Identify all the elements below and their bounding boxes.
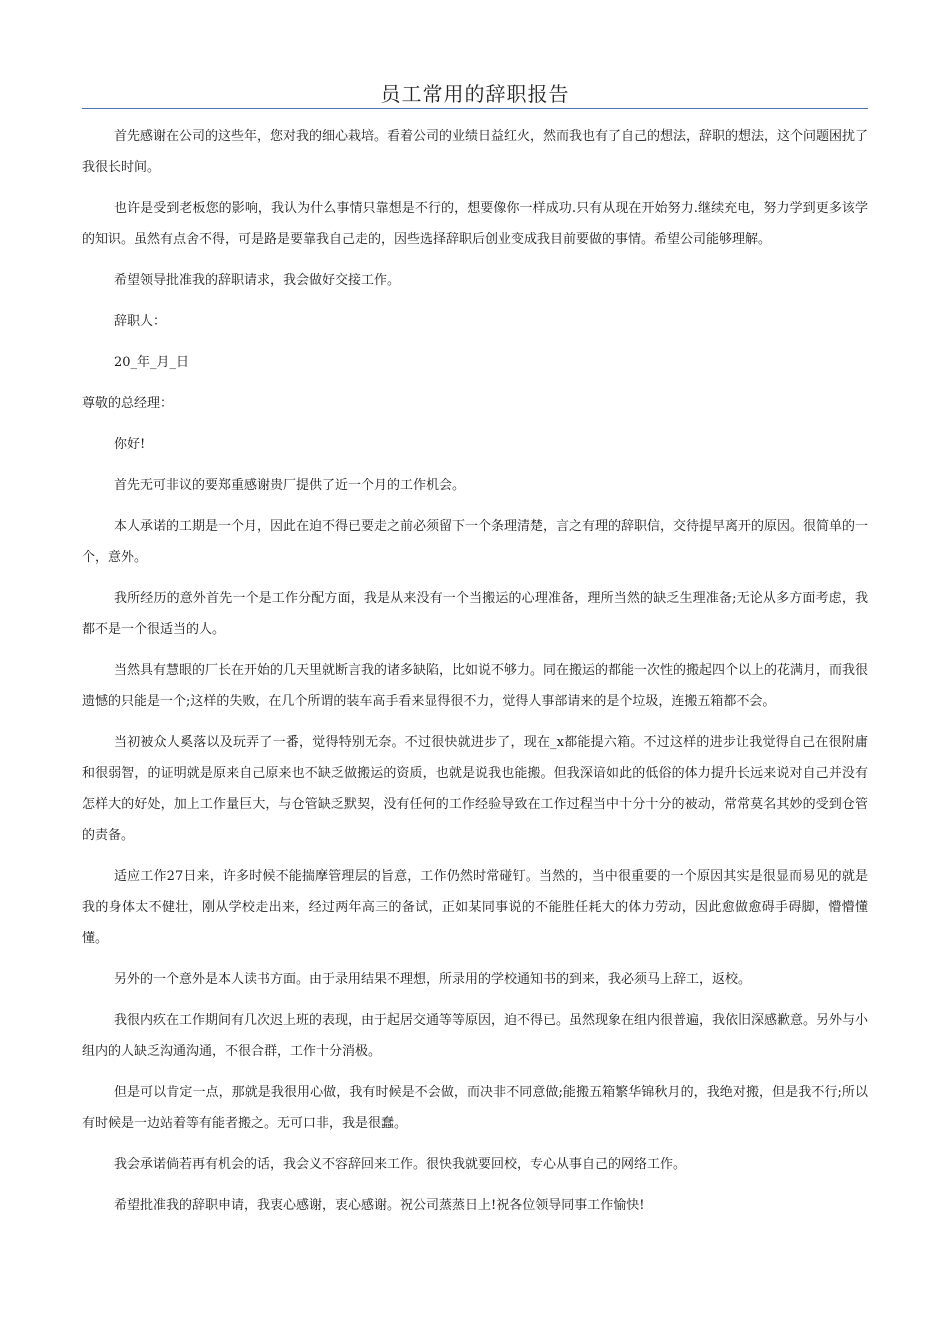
- paragraph: 我会承诺倘若再有机会的话，我会义不容辞回来工作。很快我就要回校，专心从事自己的网络工作。: [114, 1157, 687, 1172]
- paragraph: 也许是受到老板您的影响，我认为什么事情只靠想是不行的，想要像你一样成功.只有从现在开始努力.继续充电，努力学到更多该学的知识。虽然有点舍不得，可是路是要靠我自己走的，因些选择辞职后创业变成我目前要做的事情。希望公司能够理解。: [82, 201, 868, 247]
- paragraph: 当初被众人奚落以及玩弄了一番，觉得特别无奈。不过很快就进步了，现在_x都能提六箱。不过这样的进步让我觉得自己在很附庸和很弱智，的证明就是原来自己原来也不缺乏做搬运的资质，也就是说我也能搬。但我深谙如此的低俗的体力提升长远来说对自己并没有怎样大的好处，加上工作量巨大，与仓管缺乏默契，没有任何的工作经验导致在工作过程当中十分十分的被动，常常莫名其妙的受到仓管的责备。: [82, 735, 868, 843]
- paragraph: 尊敬的总经理：: [82, 396, 174, 411]
- paragraph: 你好!: [114, 437, 146, 452]
- paragraph: 另外的一个意外是本人读书方面。由于录用结果不理想，所录用的学校通知书的到来，我必须马上辞工，返校。: [114, 972, 752, 987]
- document-title: 员工常用的辞职报告: [380, 82, 570, 106]
- paragraph: 20_年_月_日: [114, 355, 190, 370]
- paragraph: 首先无可非议的要郑重感谢贵厂提供了近一个月的工作机会。: [114, 478, 466, 493]
- paragraph: 适应工作27日来，许多时候不能揣摩管理层的旨意，工作仍然时常碰钉。当然的，当中很重要的一个原因其实是很显而易见的就是我的身体太不健壮，刚从学校走出来，经过两年高三的备试，正如某同事说的不能胜任耗大的体力劳动，因此愈做愈碍手碍脚，懵懵懂懂。: [82, 869, 868, 946]
- title-divider: [82, 108, 868, 109]
- paragraph: 希望批准我的辞职申请，我衷心感谢，衷心感谢。祝公司蒸蒸日上!祝各位领导同事工作愉快!: [114, 1198, 645, 1213]
- paragraph: 当然具有慧眼的厂长在开始的几天里就断言我的诸多缺陷，比如说不够力。同在搬运的都能一次性的搬起四个以上的花满月，而我很遗憾的只能是一个;这样的失败，在几个所谓的装车高手看来显得很不力，觉得人事部请来的是个垃圾，连搬五箱都不会。: [82, 663, 869, 709]
- paragraph: 本人承诺的工期是一个月，因此在迫不得已要走之前必须留下一个条理清楚，言之有理的辞职信，交待提早离开的原因。很简单的一个，意外。: [82, 519, 869, 565]
- paragraph: 首先感谢在公司的这些年，您对我的细心栽培。看着公司的业绩日益红火，然而我也有了自己的想法，辞职的想法，这个问题困扰了我很长时间。: [82, 129, 869, 175]
- document-body: [82, 121, 868, 1231]
- paragraph: 我所经历的意外首先一个是工作分配方面，我是从来没有一个当搬运的心理准备，理所当然的缺乏生理准备;无论从多方面考虑，我都不是一个很适当的人。: [82, 591, 868, 637]
- paragraph: 我很内疚在工作期间有几次迟上班的表现，由于起居交通等等原因，迫不得已。虽然现象在组内很普遍，我依旧深感歉意。另外与小组内的人缺乏沟通沟通，不很合群，工作十分消极。: [82, 1013, 869, 1059]
- paragraph: 希望领导批准我的辞职请求，我会做好交接工作。: [114, 273, 401, 288]
- paragraph: 但是可以肯定一点，那就是我很用心做，我有时候是不会做，而决非不同意做;能搬五箱繁华锦秋月的，我绝对搬，但是我不行;所以有时候是一边站着等有能者搬之。无可口非，我是很蠢。: [82, 1085, 868, 1131]
- paragraph: 辞职人：: [114, 314, 167, 329]
